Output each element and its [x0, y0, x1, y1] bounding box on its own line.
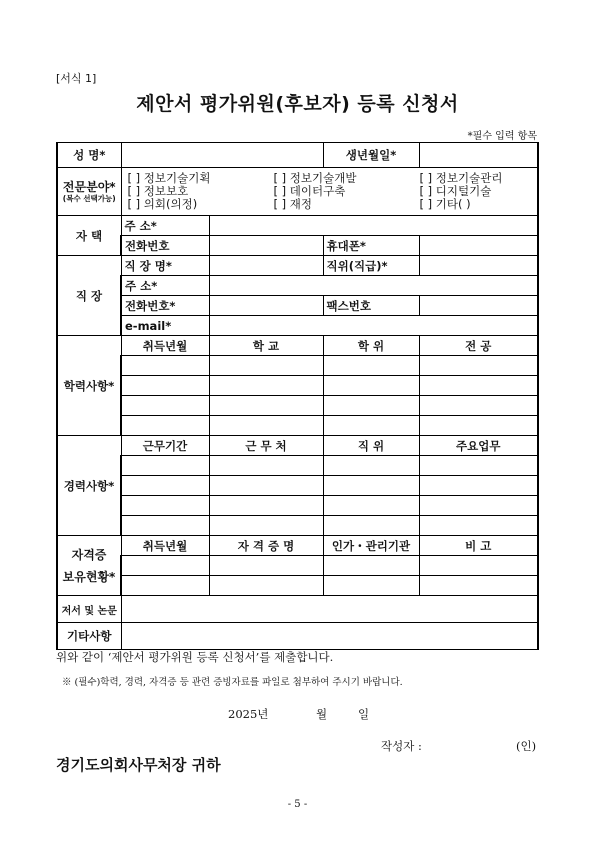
education-row — [57, 356, 538, 376]
education-cell[interactable] — [323, 396, 419, 416]
license-cell[interactable] — [209, 576, 323, 596]
education-cell[interactable] — [419, 396, 538, 416]
work-address-label: 주 소* — [121, 276, 209, 296]
career-cell[interactable] — [323, 496, 419, 516]
option-it-development[interactable]: [ ] 정보기술개발 — [273, 171, 357, 185]
career-cell[interactable] — [419, 516, 538, 536]
career-col-duties: 주요업무 — [419, 436, 538, 456]
career-cell[interactable] — [121, 456, 209, 476]
mobile-field[interactable] — [419, 236, 538, 256]
license-cell[interactable] — [419, 556, 538, 576]
education-label: 학력사항* — [57, 336, 121, 436]
expertise-sublabel: (복수 선택가능) — [62, 193, 116, 203]
career-cell[interactable] — [419, 476, 538, 496]
education-col-date: 취득년월 — [121, 336, 209, 356]
career-label: 경력사항* — [57, 436, 121, 536]
birthdate-field[interactable] — [419, 143, 538, 168]
fax-label: 팩스번호 — [323, 296, 419, 316]
expertise-label-text: 전문분야* — [62, 179, 116, 194]
home-phone-field[interactable] — [209, 236, 323, 256]
required-fields-note: *필수 입력 항목 — [467, 131, 537, 142]
career-cell[interactable] — [323, 456, 419, 476]
recipient: 경기도의회사무처장 귀하 — [56, 756, 221, 774]
submission-statement: 위와 같이 ‘제안서 평가위원 등록 신청서’를 제출합니다. — [56, 650, 334, 664]
education-cell[interactable] — [323, 376, 419, 396]
work-address-field[interactable] — [209, 276, 538, 296]
education-row — [57, 416, 538, 436]
form-number-label: [서식 1] — [56, 72, 97, 85]
option-it-planning[interactable]: [ ] 정보기술기획 — [127, 171, 211, 185]
work-phone-field[interactable] — [209, 296, 323, 316]
attachment-note: ※ (필수)학력, 경력, 자격증 등 관련 증빙자료를 파일로 첨부하여 주시기 바랍니다. — [62, 677, 403, 688]
education-cell[interactable] — [209, 356, 323, 376]
education-cell[interactable] — [323, 356, 419, 376]
home-address-label: 주 소* — [121, 216, 209, 236]
license-cell[interactable] — [209, 556, 323, 576]
license-row — [57, 556, 538, 576]
education-cell[interactable] — [419, 376, 538, 396]
work-phone-label: 전화번호* — [121, 296, 209, 316]
license-label-line1: 자격증 — [71, 547, 107, 562]
option-council[interactable]: [ ] 의회(의정) — [127, 197, 198, 211]
education-cell[interactable] — [121, 376, 209, 396]
career-cell[interactable] — [121, 496, 209, 516]
career-cell[interactable] — [121, 476, 209, 496]
career-cell[interactable] — [419, 456, 538, 476]
license-cell[interactable] — [323, 576, 419, 596]
work-label: 직 장 — [57, 256, 121, 336]
writer-label: 작성자 : — [381, 739, 422, 753]
career-cell[interactable] — [209, 496, 323, 516]
career-col-position: 직 위 — [323, 436, 419, 456]
option-info-security[interactable]: [ ] 정보보호 — [127, 184, 189, 198]
option-digital-tech[interactable]: [ ] 디지털기술 — [419, 184, 492, 198]
career-cell[interactable] — [121, 516, 209, 536]
option-it-management[interactable]: [ ] 정보기술관리 — [419, 171, 503, 185]
position-label: 직위(직급)* — [323, 256, 419, 276]
license-cell[interactable] — [419, 576, 538, 596]
education-cell[interactable] — [121, 356, 209, 376]
education-cell[interactable] — [419, 356, 538, 376]
name-field[interactable] — [121, 143, 323, 168]
company-label: 직 장 명* — [121, 256, 209, 276]
education-cell[interactable] — [121, 416, 209, 436]
fax-field[interactable] — [419, 296, 538, 316]
papers-label: 저서 및 논문 — [57, 596, 121, 623]
career-row — [57, 456, 538, 476]
other-label: 기타사항 — [57, 623, 121, 650]
license-col-issuer: 인가・관리기관 — [323, 536, 419, 556]
expertise-label — [57, 168, 121, 216]
education-cell[interactable] — [209, 416, 323, 436]
education-cell[interactable] — [419, 416, 538, 436]
license-cell[interactable] — [121, 556, 209, 576]
license-label-line2: 보유현황* — [62, 569, 116, 584]
career-cell[interactable] — [209, 456, 323, 476]
career-col-period: 근무기간 — [121, 436, 209, 456]
page-number: - 5 - — [287, 799, 308, 810]
other-field[interactable] — [121, 623, 538, 650]
education-cell[interactable] — [209, 396, 323, 416]
name-label: 성 명* — [57, 143, 121, 168]
company-field[interactable] — [209, 256, 323, 276]
seal-mark: (인) — [516, 739, 537, 753]
career-row — [57, 516, 538, 536]
option-other[interactable]: [ ] 기타( ) — [419, 197, 471, 211]
home-address-field[interactable] — [209, 216, 538, 236]
position-field[interactable] — [419, 256, 538, 276]
education-col-major: 전 공 — [419, 336, 538, 356]
license-col-name: 자 격 증 명 — [209, 536, 323, 556]
education-cell[interactable] — [209, 376, 323, 396]
education-cell[interactable] — [121, 396, 209, 416]
option-finance[interactable]: [ ] 재정 — [273, 197, 313, 211]
education-cell[interactable] — [323, 416, 419, 436]
career-row — [57, 496, 538, 516]
birthdate-label: 생년월일* — [323, 143, 419, 168]
career-row — [57, 476, 538, 496]
license-label — [57, 536, 121, 596]
page-title: 제안서 평가위원(후보자) 등록 신청서 — [136, 93, 459, 115]
career-cell[interactable] — [323, 516, 419, 536]
expertise-options — [121, 168, 538, 216]
date-month: 월 — [316, 707, 328, 721]
education-row — [57, 376, 538, 396]
license-cell[interactable] — [121, 576, 209, 596]
home-label: 자 택 — [57, 216, 121, 256]
career-cell[interactable] — [323, 476, 419, 496]
date-day: 일 — [358, 707, 370, 721]
email-label: e-mail* — [121, 316, 209, 336]
registration-form-table — [56, 142, 539, 650]
education-col-degree: 학 위 — [323, 336, 419, 356]
career-cell[interactable] — [209, 476, 323, 496]
mobile-label: 휴대폰* — [323, 236, 419, 256]
license-row — [57, 576, 538, 596]
career-col-workplace: 근 무 처 — [209, 436, 323, 456]
education-col-school: 학 교 — [209, 336, 323, 356]
license-cell[interactable] — [323, 556, 419, 576]
license-col-remarks: 비 고 — [419, 536, 538, 556]
date-year: 2025년 — [228, 707, 269, 721]
career-cell[interactable] — [419, 496, 538, 516]
option-data-construction[interactable]: [ ] 데이터구축 — [273, 184, 346, 198]
papers-field[interactable] — [121, 596, 538, 623]
education-row — [57, 396, 538, 416]
license-col-date: 취득년월 — [121, 536, 209, 556]
home-phone-label: 전화번호 — [121, 236, 209, 256]
career-cell[interactable] — [209, 516, 323, 536]
email-field[interactable] — [209, 316, 538, 336]
